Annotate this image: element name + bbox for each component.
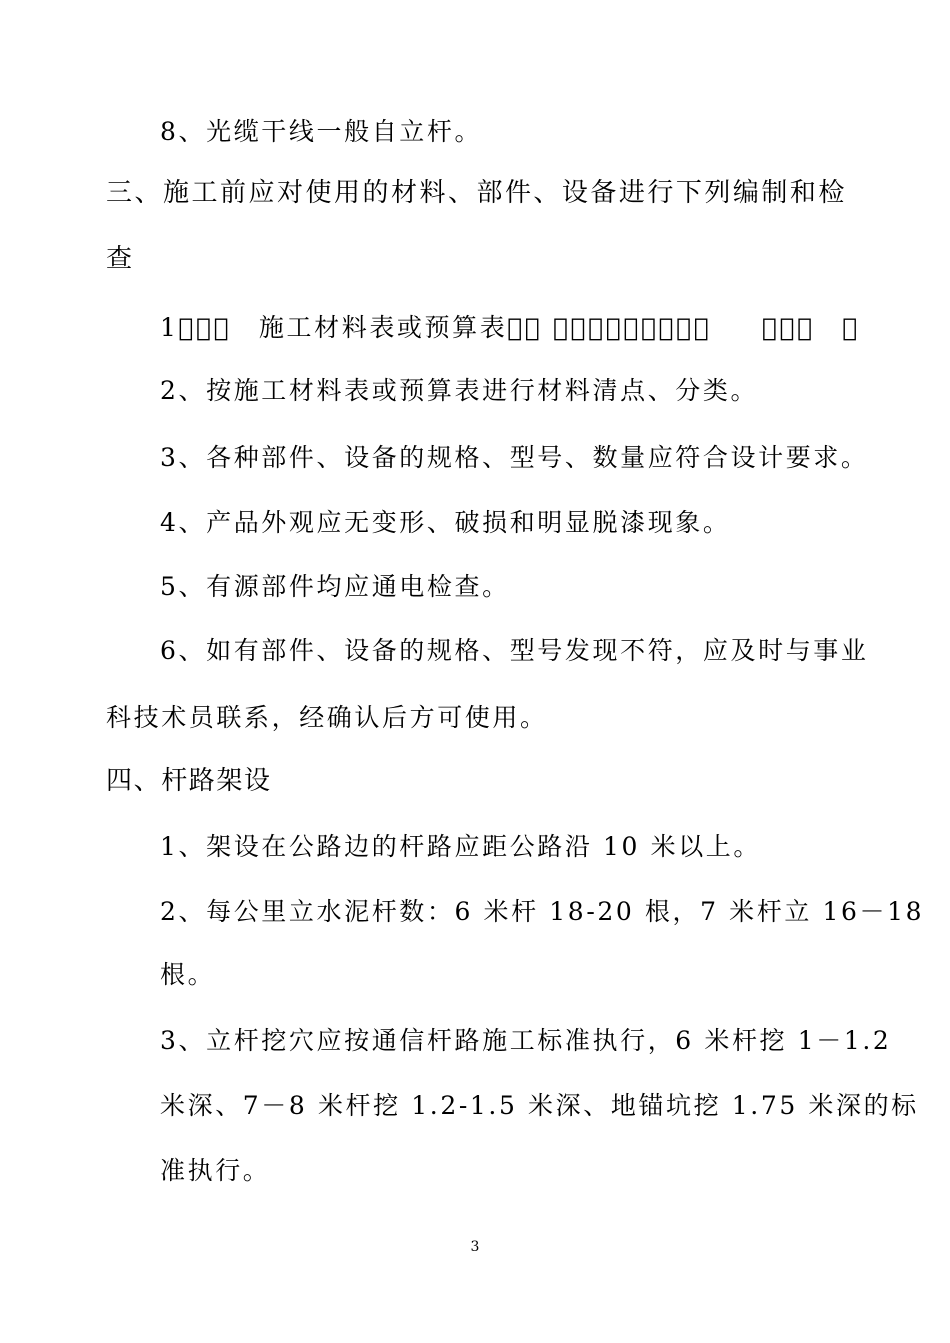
item-3-1-garbled-tail:      	[762, 313, 861, 342]
item-4-3-pit-digging-line-2: 米深、7－8 米杆挖 1.2-1.5 米深、地锚坑挖 1.75 米深的标	[160, 1091, 919, 1120]
item-4-3-pit-digging-line-3: 准执行。	[160, 1156, 271, 1185]
section-3-heading-continuation: 查	[106, 244, 134, 274]
section-3-heading: 三、施工前应对使用的材料、部件、设备进行下列编制和检	[106, 178, 846, 208]
page-number: 3	[470, 1239, 480, 1255]
item-4-2-poles-per-km: 2、每公里立水泥杆数：6 米杆 18-20 根，7 米杆立 16－18	[160, 897, 925, 926]
item-8-fiber-trunk: 8、光缆干线一般自立杆。	[160, 117, 483, 146]
item-3-5-power-check: 5、有源部件均应通电检查。	[160, 572, 510, 601]
item-3-4-appearance: 4、产品外观应无变形、破损和明显脱漆现象。	[160, 508, 731, 537]
item-3-2-inventory: 2、按施工材料表或预算表进行材料清点、分类。	[160, 376, 759, 405]
section-4-heading: 四、杆路架设	[106, 766, 272, 796]
item-4-2-poles-per-km-continuation: 根。	[160, 960, 216, 989]
item-3-6-mismatch-continuation: 科技术员联系，经确认后方可使用。	[106, 703, 548, 732]
item-3-1-material-list: 1    施工材料表或预算表            	[160, 313, 712, 342]
item-4-1-roadside-distance: 1、架设在公路边的杆路应距公路沿 10 米以上。	[160, 832, 762, 861]
item-4-3-pit-digging: 3、立杆挖穴应按通信杆路施工标准执行，6 米杆挖 1－1.2	[160, 1026, 892, 1055]
item-3-6-mismatch: 6、如有部件、设备的规格、型号发现不符，应及时与事业	[160, 636, 869, 665]
item-3-3-specifications: 3、各种部件、设备的规格、型号、数量应符合设计要求。	[160, 443, 869, 472]
